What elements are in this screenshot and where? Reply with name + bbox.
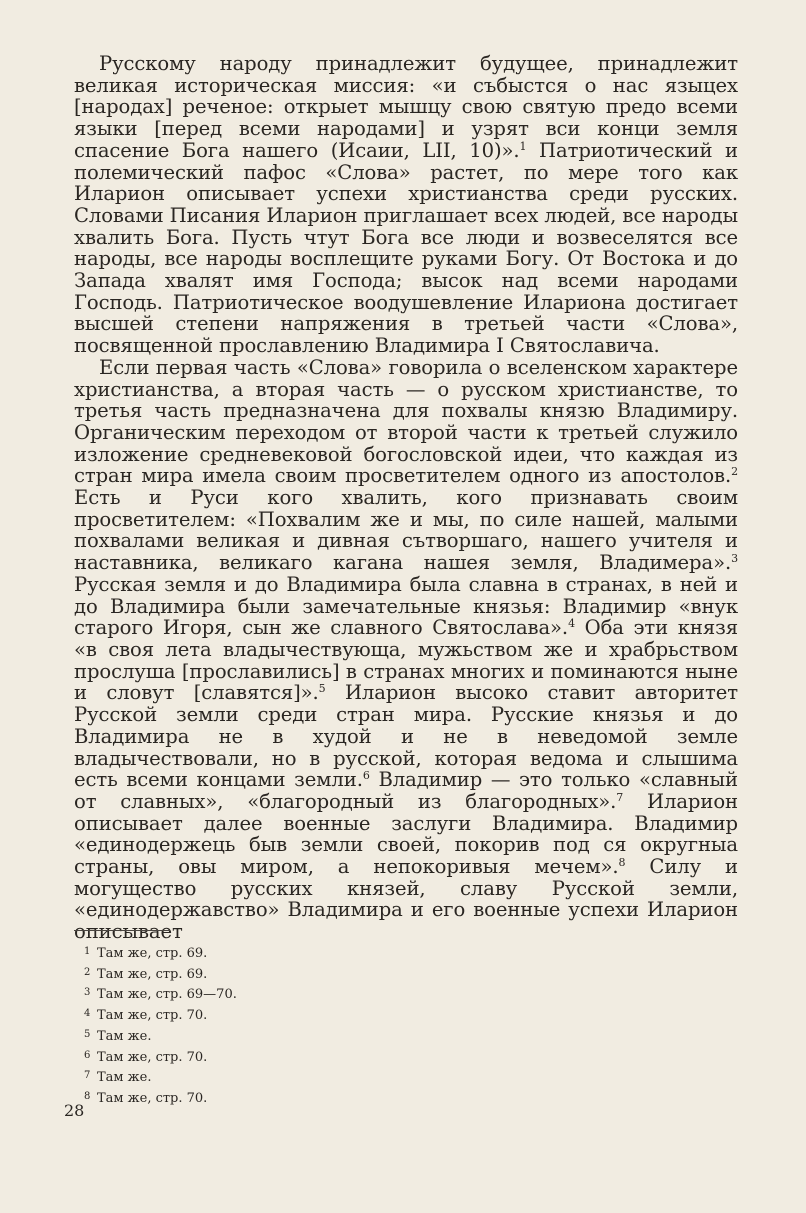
- footnote-ref[interactable]: 2: [731, 465, 738, 479]
- page-number: 28: [64, 1101, 85, 1120]
- footnote-item: [84, 943, 237, 964]
- text-segment: Оба эти князя «в своя лета владычествующа, мужьством же и храбрьством прослуша [прославились] в странах многих и поминаются ныне и словут [славятся]».: [74, 616, 738, 705]
- main-text: [74, 53, 738, 943]
- footnote-ref[interactable]: 1: [519, 139, 527, 153]
- footnote-text: Там же, стр. 69.: [97, 966, 208, 982]
- footnote-text: Там же, стр. 69—70.: [97, 987, 237, 1003]
- footnote-item: [84, 964, 237, 985]
- text-segment: Русскому народу принадлежит будущее, принадлежит великая историческая миссия: «и събыстся о нас языцех [народах] реченое: открыет мышцу свою святую предо всеми языки [перед всеми народами] и узрят вси конци земля спасение Бога нашего (Исаии, LII, 10)».: [74, 52, 738, 162]
- paragraph-2: [74, 357, 738, 943]
- footnote-number: 1: [84, 946, 91, 957]
- footnote-text: Там же, стр. 69.: [97, 946, 208, 961]
- footnote-text: Там же.: [97, 1028, 152, 1044]
- footnote-ref[interactable]: 7: [616, 790, 624, 804]
- text-segment: Русская земля и до Владимира была славна в странах, в ней и до Владимира были замечательные князья: Владимир «внук старого Игоря, сын же славного Святослава».: [74, 572, 738, 640]
- footnote-item: [84, 1067, 237, 1088]
- footnote-text: Там же.: [97, 1070, 152, 1086]
- footnote-number: 7: [84, 1070, 91, 1082]
- footnote-ref[interactable]: 4: [568, 617, 575, 631]
- footnote-item: [84, 1088, 237, 1109]
- footnote-number: 3: [84, 987, 91, 999]
- text-segment: Патриотический и полемический пафос «Слова» растет, по мере того как Иларион описывает успехи христианства среди русских. Словами Писания Иларион приглашает всех людей, все народы хвалить Бога. Пусть чтут Бога все люди и возвеселятся все народы, все народы восплещите руками Богу. От Востока и до Запада хвалят имя Господа; высок над всеми народами Господь. Патриотическое воодушевление Илариона достигает высшей степени напряжения в третьей части «Слова», посвященной прославлению Владимира I Святославича.: [74, 138, 738, 358]
- footnote-item: [84, 984, 237, 1005]
- text-segment: Есть и Руси кого хвалить, кого признавать своим просветителем: «Похвалим же и мы, по силе нашей, малыми похвалами великая и дивная сътворшаго, нашего учителя и наставника, великаго кагана нашея земля, Владимера».: [74, 486, 738, 575]
- text-segment: Силу и могущество русских князей, славу Русской земли, «единодержавство» Владимира и его военные успехи Иларион описывает: [74, 855, 739, 944]
- footnotes: [84, 943, 237, 1109]
- footnote-ref[interactable]: 5: [318, 682, 326, 696]
- paragraph-1: [74, 53, 738, 357]
- footnote-number: 6: [84, 1049, 91, 1061]
- text-segment: Иларион описывает далее военные заслуги Владимира. Владимир «единодержець быв земли своей, покорив под ся округныа страны, овы миром, а непокоривыя мечем».: [74, 789, 738, 879]
- text-segment: Владимир — это только «славный от славных», «благородный из благородных».: [74, 768, 738, 813]
- footnote-divider: [74, 930, 170, 931]
- footnote-item: [84, 1047, 237, 1068]
- footnote-text: Там же, стр. 70.: [97, 1090, 208, 1106]
- footnote-text: Там же, стр. 70.: [97, 1049, 208, 1065]
- footnote-ref[interactable]: 3: [731, 552, 738, 566]
- footnote-ref[interactable]: 8: [618, 856, 626, 870]
- footnote-number: 4: [84, 1008, 91, 1020]
- footnote-text: Там же, стр. 70.: [97, 1008, 208, 1024]
- text-segment: Иларион высоко ставит авторитет Русской земли среди стран мира. Русские князья и до Владимира не в худой и не в неведомой земле владычествовали, но в русской, которая ведома и слышима есть всеми концами земли.: [74, 681, 738, 792]
- footnote-item: [84, 1026, 237, 1047]
- footnote-number: 5: [84, 1028, 91, 1040]
- footnote-ref[interactable]: 6: [362, 769, 370, 783]
- text-segment: Если первая часть «Слова» говорила о вселенском характере христианства, а вторая часть — о русском христианстве, то третья часть предназначена для похвалы князю Владимиру. Органическим переходом от второй части к третьей служило изложение средневековой богословской идеи, что каждая из стран мира имела своим просветителем одного из апостолов.: [74, 355, 738, 488]
- footnote-item: [84, 1005, 237, 1026]
- footnote-number: 8: [84, 1090, 91, 1102]
- footnote-number: 2: [84, 966, 91, 978]
